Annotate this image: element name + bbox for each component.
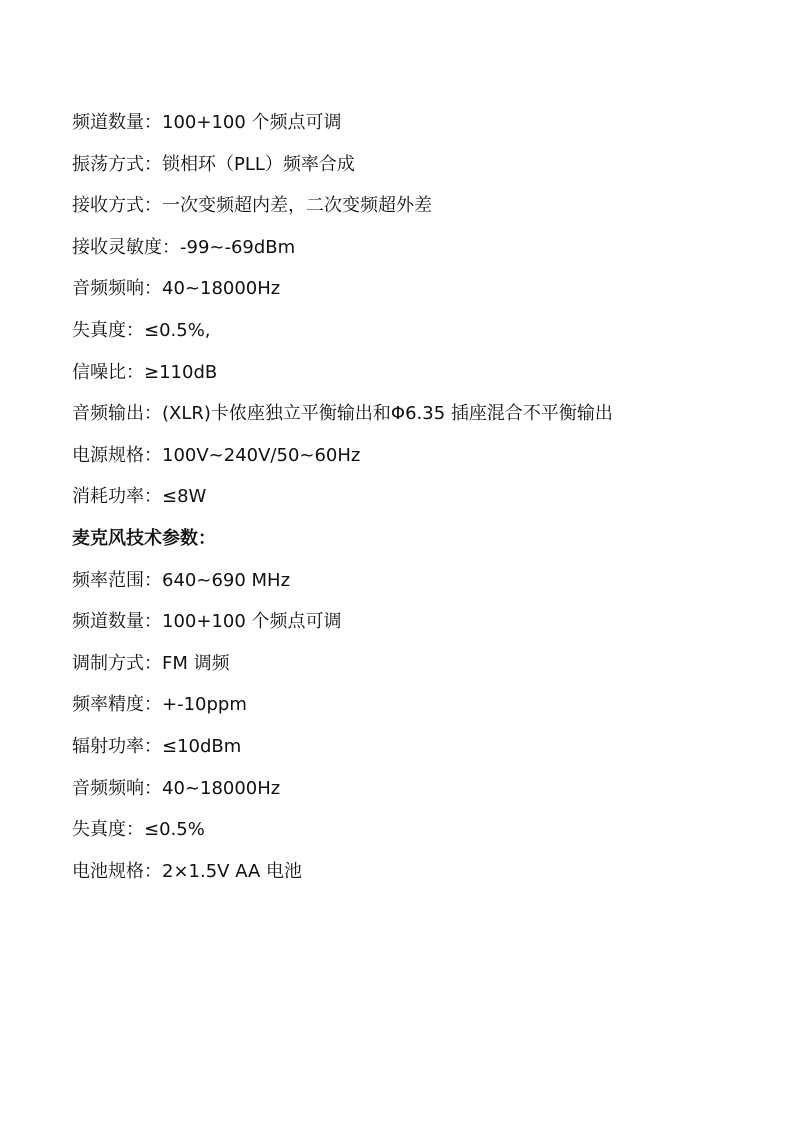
mic-spec-line-channel-count: 频道数量：100+100 个频点可调: [72, 611, 342, 633]
mic-spec-line-frequency-range: 频率范围：640~690 MHz: [72, 569, 291, 591]
mic-spec-heading: 麦克风技术参数：: [72, 527, 216, 549]
spec-line-distortion: 失真度：≤0.5%,: [72, 319, 211, 341]
mic-spec-line-radiated-power: 辐射功率：≤10dBm: [72, 735, 242, 757]
spec-line-channel-count: 频道数量：100+100 个频点可调: [72, 112, 342, 133]
mic-spec-line-audio-response: 音频频响：40~18000Hz: [72, 777, 281, 799]
spec-line-snr: 信噪比：≥110dB: [72, 361, 218, 383]
mic-spec-line-battery: 电池规格：2×1.5V AA 电池: [72, 860, 303, 882]
spec-document: [72, 102, 762, 892]
mic-spec-line-distortion: 失真度：≤0.5%: [72, 819, 205, 841]
spec-line-sensitivity: 接收灵敏度：-99~-69dBm: [72, 236, 296, 258]
spec-line-reception-mode: 接收方式：一次变频超内差，二次变频超外差: [72, 195, 432, 217]
spec-line-audio-response: 音频频响：40~18000Hz: [72, 278, 281, 300]
mic-spec-line-frequency-accuracy: 频率精度：+-10ppm: [72, 694, 247, 716]
spec-line-audio-output: 音频输出：(XLR)卡侬座独立平衡输出和Φ6.35 插座混合不平衡输出: [72, 403, 613, 425]
mic-spec-line-modulation: 调制方式：FM 调频: [72, 652, 230, 674]
spec-line-oscillation: 振荡方式：锁相环（PLL）频率合成: [72, 153, 355, 175]
spec-line-power-consumption: 消耗功率：≤8W: [72, 486, 207, 508]
spec-line-power-supply: 电源规格：100V~240V/50~60Hz: [72, 444, 361, 466]
